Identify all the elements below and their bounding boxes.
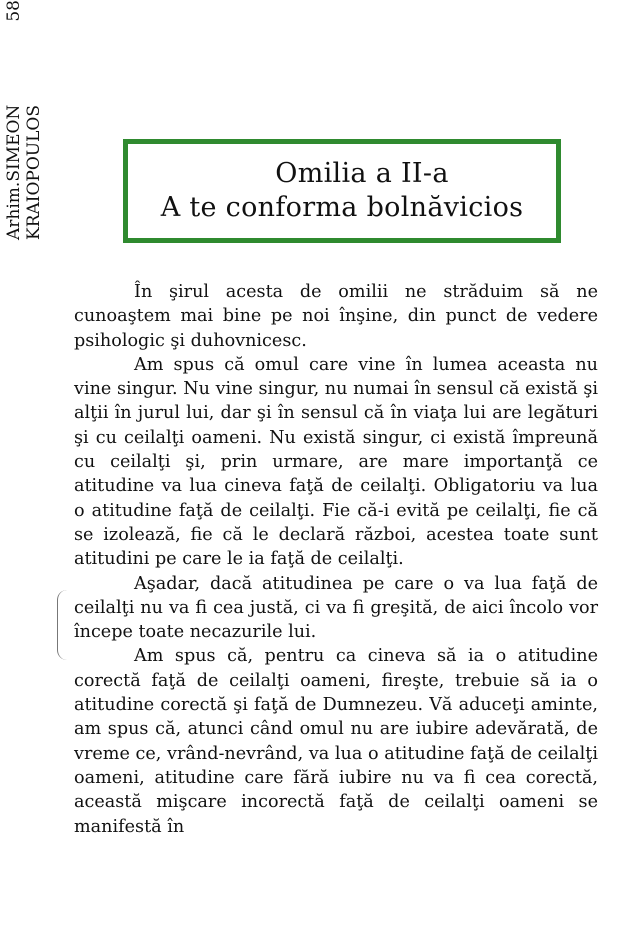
chapter-title: A te conforma bolnăvicios — [160, 192, 524, 223]
author-surname: KRAIOPOULOS — [24, 104, 44, 240]
page-number: 58 — [4, 0, 24, 22]
margin-pencil-mark — [57, 590, 72, 660]
body-text — [74, 280, 598, 839]
running-header — [4, 0, 50, 240]
paragraph: Am spus că, pentru ca cineva să ia o atitudine corectă faţă de ceilalţi oameni, fireşte, trebuie să ia o atitudine corectă şi faţă de Dumnezeu. Vă aduceţi aminte, am spus că, atunci când omul nu are iubire adevărată, de vreme ce, vrând-nevrând, va lua o atitudine faţă de ceilalţi oameni, atitudine care fără iubire nu va fi cea corectă, această mişcare incorectă faţă de ceilalţi oameni se manifestă în — [74, 646, 598, 837]
paragraph: În şirul acesta de omilii ne străduim să ne cunoaştem mai bine pe noi înşine, din punct de vedere psihologic şi duhovnicesc. — [74, 282, 598, 351]
chapter-title-box — [123, 139, 561, 243]
author-name: Arhim.SIMEON — [4, 104, 24, 240]
paragraph: Aşadar, dacă atitudinea pe care o va lua faţă de ceilalţi nu va fi cea justă, ci va fi greşită, de aici încolo vor începe toate necazurile lui. — [74, 573, 598, 643]
paragraph: Am spus că omul care vine în lumea aceasta nu vine singur. Nu vine singur, nu numai în sensul că există şi alţii în jurul lui, dar şi în sensul că în viaţa lui are legături şi cu ceilalţi oameni. Nu există singur, ci există împreună cu ceilalţi şi, prin urmare, are mare importanţă ce atitudine va lua cineva faţă de ceilalţi. Obligatoriu va lua o atitudine faţă de ceilalţi. Fie că-i evită pe ceilalţi, fie că se izolează, fie că le declară război, acestea toate sunt atitudini pe care le ia faţă de ceilalţi. — [74, 354, 598, 570]
chapter-number: Omilia a II-a — [275, 158, 449, 189]
